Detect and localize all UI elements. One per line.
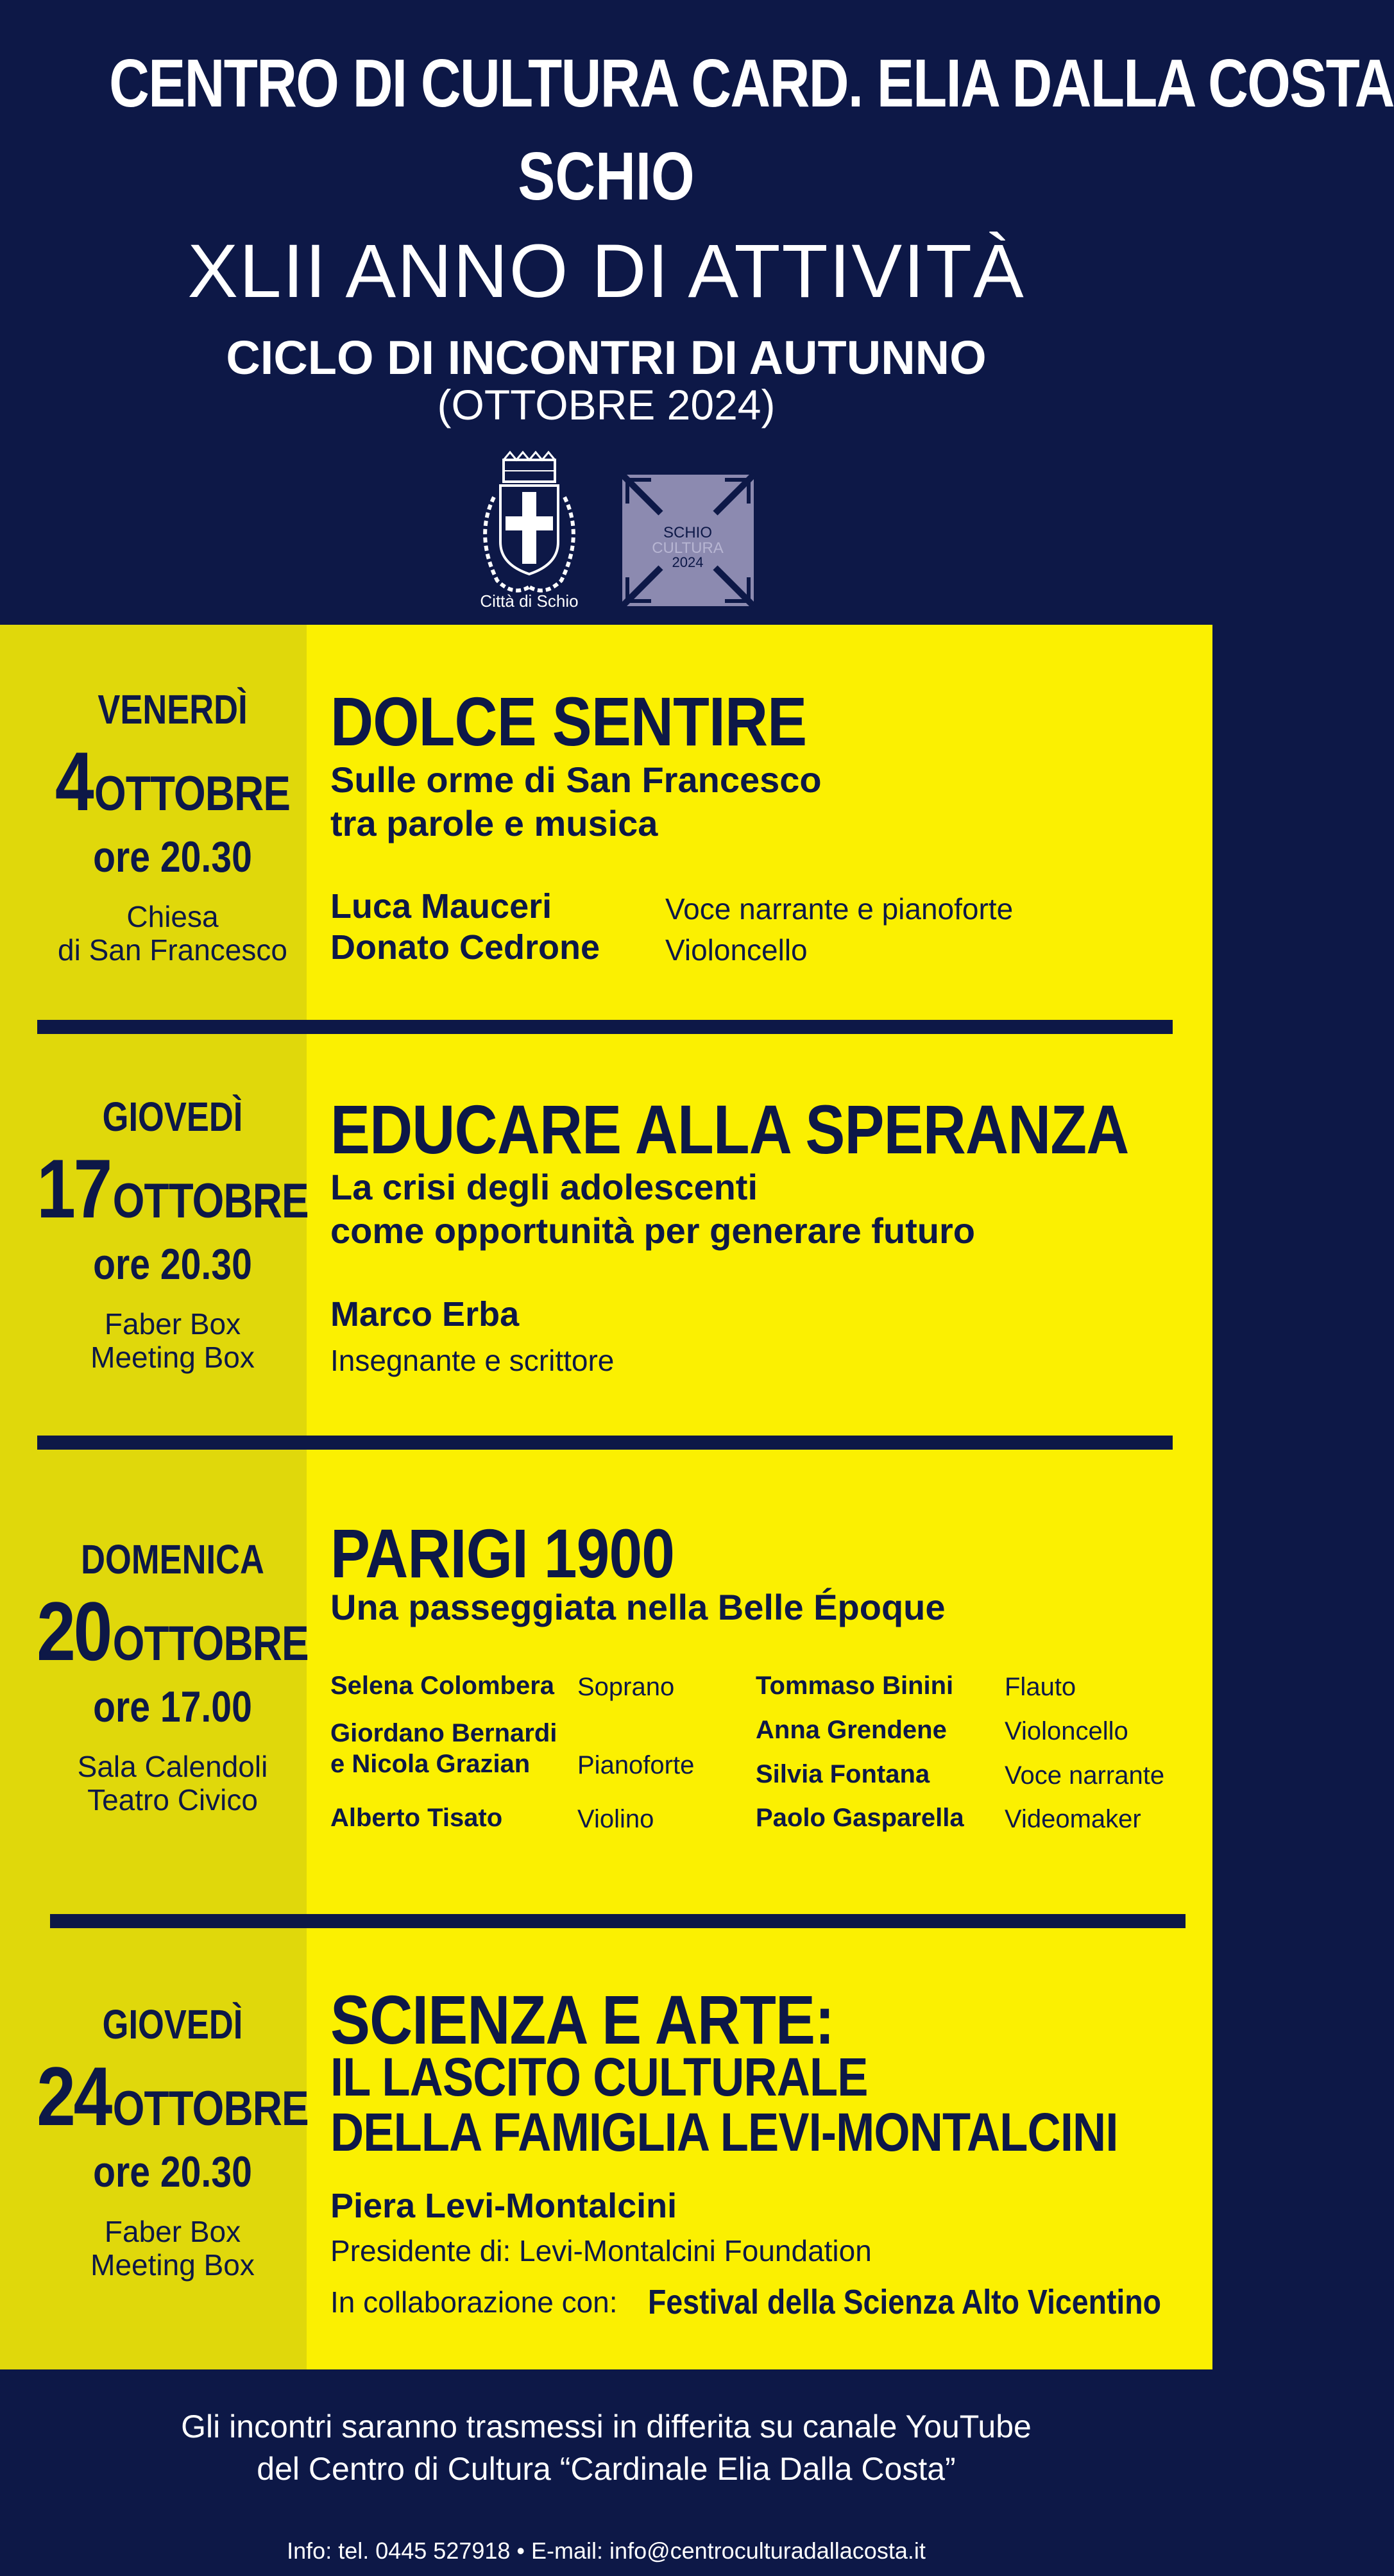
event-1-date [0,686,345,967]
logo-text-year: 2024 [672,554,704,570]
performer-name: Tommaso Binini [756,1672,954,1700]
event-place-line-2: Teatro Civico [87,1783,258,1817]
performer-name: Giordano Bernardi [330,1719,557,1747]
event-date-number: 17 [37,1142,110,1235]
event-place-line-2: Meeting Box [90,1341,255,1374]
event-2-subtitle-2: come opportunità per generare futuro [330,1210,975,1251]
performer-name: Alberto Tisato [330,1804,503,1832]
speaker-role: Insegnante e scrittore [330,1344,615,1377]
events-section [0,625,1212,2369]
event-time: ore 17.00 [93,1682,252,1731]
event-3-subtitle: Una passeggiata nella Belle Époque [330,1587,946,1627]
event-place-line-2: Meeting Box [90,2248,255,2282]
event-place-line-1: Chiesa [126,900,219,933]
speaker-name: Piera Levi-Montalcini [330,2187,677,2225]
speaker-role: Presidente di: Levi-Montalcini Foundation [330,2234,872,2267]
event-date-number: 20 [37,1584,110,1678]
event-place-line-2: di San Francesco [58,933,287,967]
logo-text-cultura: CULTURA [652,539,724,557]
performer-name: Donato Cedrone [330,928,600,967]
event-3-date [0,1536,345,1817]
divider [37,1436,1173,1450]
event-4-title-line-3: DELLA FAMIGLIA LEVI-MONTALCINI [330,2102,1118,2162]
event-2-subtitle-1: La crisi degli adolescenti [330,1167,758,1207]
event-1-subtitle-2: tra parole e musica [330,803,658,843]
contact-info: Info: tel. 0445 527918 • E-mail: info@centroculturadallacosta.it [287,2538,926,2564]
event-month: OTTOBRE [94,767,291,821]
event-place-line-1: Faber Box [104,1307,241,1341]
performer-name: Anna Grendene [756,1716,947,1744]
performer-name: Silvia Fontana [756,1760,930,1788]
event-4-title-line-1: SCIENZA E ARTE: [330,1981,835,2058]
header [0,0,1394,625]
performer-role: Violoncello [1005,1717,1128,1745]
broadcast-note-line-1: Gli incontri saranno trasmessi in differita su canale YouTube [181,2409,1032,2445]
cycle-title: CICLO DI INCONTRI DI AUTUNNO [226,331,987,384]
event-date-number: 4 [55,734,92,828]
event-month: OTTOBRE [112,2081,309,2136]
performer-role: Pianoforte [577,1751,695,1779]
event-1-subtitle-1: Sulle orme di San Francesco [330,759,822,800]
cycle-period: (OTTOBRE 2024) [437,381,776,428]
event-day: GIOVEDÌ [102,1094,243,1140]
event-time: ore 20.30 [93,1240,252,1289]
event-2-date [0,1093,345,1374]
event-time: ore 20.30 [93,833,252,881]
event-month: OTTOBRE [112,1174,309,1228]
performer-name-line-2: e Nicola Grazian [330,1750,531,1778]
performer-role: Videomaker [1005,1805,1141,1833]
event-day: GIOVEDÌ [102,2001,243,2047]
performer-role: Violoncello [665,933,808,967]
event-3-title: PARIGI 1900 [330,1514,675,1592]
footer [0,2369,1212,2576]
event-month: OTTOBRE [112,1616,309,1671]
performer-name: Selena Colombera [330,1672,555,1700]
performer-role: Violino [577,1805,654,1833]
city-crest-icon [468,452,590,613]
schio-cultura-logo [622,475,754,606]
collaboration-label: In collaborazione con: [330,2285,618,2319]
performer-role: Voce narrante e pianoforte [665,892,1014,926]
logo-text-schio: SCHIO [663,524,713,541]
event-day: VENERDÌ [98,686,248,733]
collaboration-partner: Festival della Scienza Alto Vicentino [648,2283,1162,2321]
speaker-name: Marco Erba [330,1295,520,1334]
event-4-date [0,2001,345,2282]
crest-caption: Città di Schio [480,591,579,611]
divider [37,1020,1173,1034]
event-place-line-1: Sala Calendoli [77,1750,268,1783]
performer-name: Paolo Gasparella [756,1804,964,1832]
event-2-title: EDUCARE ALLA SPERANZA [330,1090,1129,1168]
performer-role: Flauto [1005,1673,1076,1701]
organization-name: CENTRO DI CULTURA CARD. ELIA DALLA COSTA [109,46,1394,121]
performer-name: Luca Mauceri [330,887,552,926]
event-day: DOMENICA [81,1536,264,1582]
performer-role: Voce narrante [1005,1761,1165,1790]
event-time: ore 20.30 [93,2148,252,2196]
performer-role: Soprano [577,1673,675,1701]
divider [50,1914,1186,1928]
event-4-title-line-2: IL LASCITO CULTURALE [330,2047,868,2107]
event-1-title: DOLCE SENTIRE [330,682,807,760]
broadcast-note-line-2: del Centro di Cultura “Cardinale Elia Dalla Costa” [257,2451,956,2487]
event-place-line-1: Faber Box [104,2215,241,2248]
event-date-number: 24 [37,2049,110,2143]
year-of-activity: XLII ANNO DI ATTIVITÀ [187,229,1025,314]
city-name: SCHIO [518,139,695,214]
